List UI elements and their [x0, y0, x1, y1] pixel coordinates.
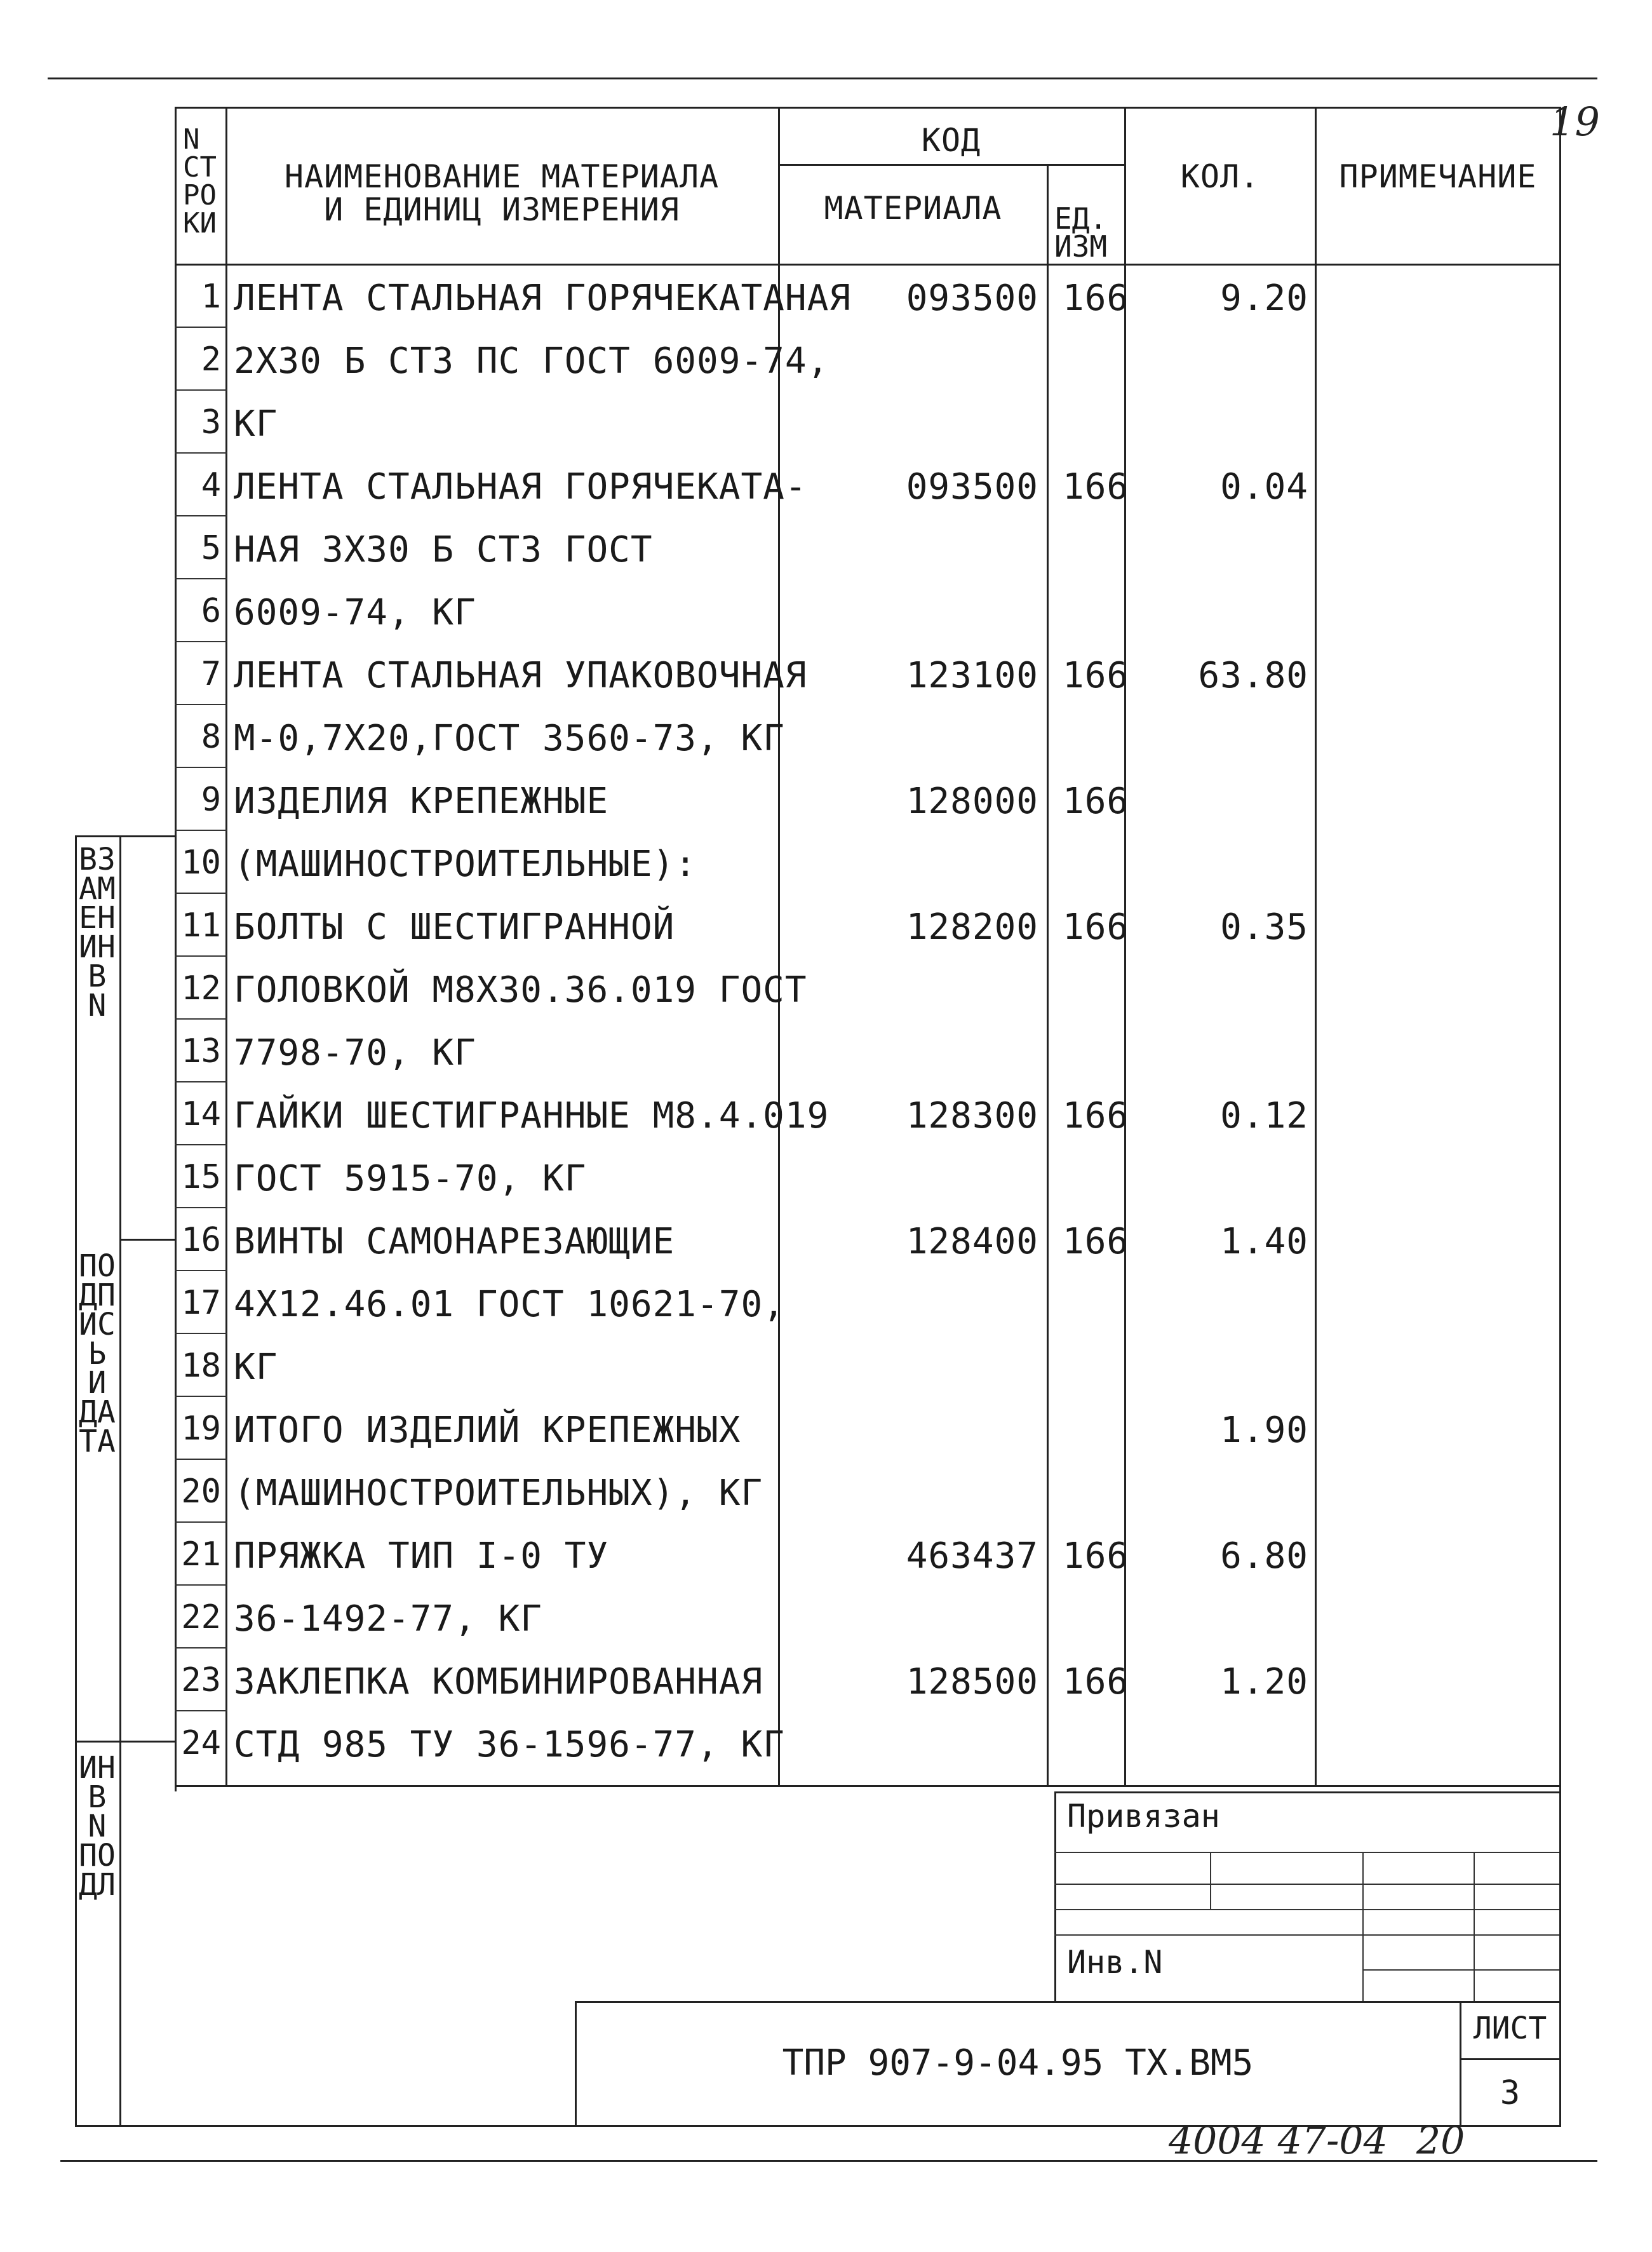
quantity: 1.90 [1220, 1410, 1308, 1451]
material-code: 128200 [906, 907, 1038, 948]
row-number: 11 [181, 907, 221, 945]
material-name: 2Х30 Б СТ3 ПС ГОСТ 6009-74, [234, 340, 829, 382]
stamp-inv-n: Инв.N [1067, 1944, 1163, 1981]
bottom-rule [60, 2160, 1597, 2162]
row-number: 4 [201, 466, 221, 504]
stamp-line-5 [1362, 1969, 1559, 1971]
material-code: 093500 [906, 466, 1038, 508]
row-number: 9 [201, 781, 221, 819]
row-separator [175, 452, 227, 454]
row-number: 8 [201, 718, 221, 756]
material-name: НАЯ 3Х30 Б СТ3 ГОСТ [234, 529, 653, 570]
table-bottom [175, 1785, 1561, 1787]
row-number: 19 [181, 1410, 221, 1448]
handwritten-number: 20 [1416, 2119, 1465, 2163]
row-separator [175, 1081, 227, 1082]
row-separator [175, 1207, 227, 1208]
unit-code: 166 [1063, 781, 1129, 822]
quantity: 9.20 [1220, 278, 1308, 319]
side-top [75, 835, 177, 837]
row-number: 20 [181, 1473, 221, 1511]
quantity: 0.12 [1220, 1095, 1308, 1136]
stamp-top [1054, 1791, 1559, 1793]
table-top [175, 107, 1561, 109]
row-separator [175, 1396, 227, 1397]
unit-code: 166 [1063, 907, 1129, 948]
row-separator [175, 1647, 227, 1649]
top-rule [48, 78, 1597, 79]
side-divider-2 [75, 1741, 177, 1743]
side-label-inv-podl: ИНВ N ПОДЛ [79, 1750, 116, 1903]
material-code: 128400 [906, 1221, 1038, 1262]
handwritten-page-number: 19 [1550, 98, 1600, 145]
material-name: КГ [234, 403, 278, 445]
stamp-doc-left [575, 2001, 577, 2125]
row-number: 7 [201, 655, 221, 693]
row-number: 6 [201, 592, 221, 630]
material-name: ЛЕНТА СТАЛЬНАЯ ГОРЯЧЕКАТАНАЯ [234, 278, 852, 319]
header-bottom [175, 264, 1561, 266]
border-right [1559, 107, 1561, 2127]
material-name: ГАЙКИ ШЕСТИГРАННЫЕ М8.4.019 [234, 1095, 829, 1136]
quantity: 63.80 [1198, 655, 1308, 696]
material-name: ЗАКЛЕПКА КОМБИНИРОВАННАЯ [234, 1661, 763, 1702]
row-number: 17 [181, 1284, 221, 1322]
material-code: 128000 [906, 781, 1038, 822]
row-number: 22 [181, 1598, 221, 1636]
quantity: 1.40 [1220, 1221, 1308, 1262]
divider-qty [1315, 107, 1317, 1787]
side-label-podpis: ПОДПИСЬ И ДАТА [79, 1248, 116, 1459]
row-separator [175, 1270, 227, 1271]
material-name: ГОЛОВКОЙ М8Х30.36.019 ГОСТ [234, 969, 807, 1011]
stamp-line-2 [1054, 1884, 1559, 1885]
stamp-left [1054, 1791, 1056, 2001]
material-code: 463437 [906, 1535, 1038, 1577]
quantity: 0.04 [1220, 466, 1308, 508]
unit-code: 166 [1063, 466, 1129, 508]
quantity: 0.35 [1220, 907, 1308, 948]
side-bottom [75, 2125, 177, 2127]
quantity: 1.20 [1220, 1661, 1308, 1702]
side-divider-1 [119, 1239, 177, 1241]
material-name: ПРЯЖКА ТИП I-0 ТУ [234, 1535, 609, 1577]
stamp-list-number: 3 [1500, 2074, 1521, 2112]
material-code: 123100 [906, 655, 1038, 696]
kod-divider [778, 164, 1124, 166]
material-name: ГОСТ 5915-70, КГ [234, 1158, 587, 1199]
row-number: 13 [181, 1032, 221, 1070]
unit-code: 166 [1063, 1221, 1129, 1262]
row-number: 21 [181, 1535, 221, 1574]
side-label-vzamen: ВЗАМЕН ИНВ N [79, 842, 116, 1023]
row-separator [175, 830, 227, 831]
material-name: 7798-70, КГ [234, 1032, 476, 1074]
handwritten-archive-code: 4004 47-04 [1169, 2119, 1388, 2163]
material-name: ВИНТЫ САМОНАРЕЗАЮЩИЕ [234, 1221, 675, 1262]
stamp-vline-2 [1362, 1852, 1364, 2001]
material-name: СТД 985 ТУ 36-1596-77, КГ [234, 1724, 785, 1765]
quantity: 6.80 [1220, 1535, 1308, 1577]
side-border-right [119, 835, 121, 2125]
stamp-line-3 [1054, 1909, 1559, 1910]
row-separator [175, 1144, 227, 1145]
material-name: БОЛТЫ С ШЕСТИГРАННОЙ [234, 907, 675, 948]
unit-code: 166 [1063, 1535, 1129, 1577]
stamp-vline-1 [1210, 1852, 1211, 1909]
unit-code: 166 [1063, 1661, 1129, 1702]
header-quantity: КОЛ. [1180, 158, 1260, 195]
row-separator [175, 389, 227, 391]
row-number: 10 [181, 844, 221, 882]
material-name: КГ [234, 1347, 278, 1388]
stamp-line-1 [1054, 1852, 1559, 1853]
row-separator [175, 515, 227, 516]
divider-code [1047, 164, 1049, 1787]
material-name: ИЗДЕЛИЯ КРЕПЕЖНЫЕ [234, 781, 609, 822]
row-separator [175, 578, 227, 579]
material-code: 128500 [906, 1661, 1038, 1702]
material-name: 4Х12.46.01 ГОСТ 10621-70, [234, 1284, 785, 1325]
header-name: НАИМЕНОВАНИЕ МАТЕРИАЛА И ЕДИНИЦ ИЗМЕРЕНИЯ [284, 158, 720, 228]
row-separator [175, 1459, 227, 1460]
row-number: 24 [181, 1724, 221, 1762]
stamp-line-4 [1054, 1934, 1559, 1936]
stamp-list-divider [1460, 2058, 1559, 2060]
material-code: 093500 [906, 278, 1038, 319]
row-separator [175, 955, 227, 957]
row-number: 18 [181, 1347, 221, 1385]
row-separator [175, 1710, 227, 1711]
row-number: 23 [181, 1661, 221, 1699]
row-separator [175, 641, 227, 642]
stamp-doc-top [575, 2001, 1559, 2003]
row-separator [175, 704, 227, 705]
row-separator [175, 327, 227, 328]
row-separator [175, 767, 227, 768]
header-material-code: МАТЕРИАЛА [824, 190, 1002, 227]
header-row-number: N СТ РО КИ [183, 123, 217, 239]
material-name: ЛЕНТА СТАЛЬНАЯ ГОРЯЧЕКАТА- [234, 466, 807, 508]
material-name: (МАШИНОСТРОИТЕЛЬНЫХ), КГ [234, 1473, 763, 1514]
side-border-left [75, 835, 77, 2125]
stamp-privyazan: Привязан [1067, 1798, 1220, 1835]
row-number: 5 [201, 529, 221, 567]
material-name: 6009-74, КГ [234, 592, 476, 633]
row-number: 15 [181, 1158, 221, 1196]
row-number: 12 [181, 969, 221, 1008]
header-kod: КОД [921, 122, 981, 159]
row-separator [175, 1584, 227, 1586]
row-number: 14 [181, 1095, 221, 1133]
row-number: 3 [201, 403, 221, 442]
material-name: 36-1492-77, КГ [234, 1598, 543, 1640]
row-separator [175, 1018, 227, 1020]
material-name: ИТОГО ИЗДЕЛИЙ КРЕПЕЖНЫХ [234, 1410, 741, 1451]
header-unit: ЕД. ИЗМ [1054, 201, 1108, 264]
stamp-doc-code: ТПР 907-9-04.95 ТХ.ВМ5 [782, 2042, 1254, 2084]
unit-code: 166 [1063, 655, 1129, 696]
unit-code: 166 [1063, 278, 1129, 319]
row-number: 1 [201, 278, 221, 316]
row-separator [175, 893, 227, 894]
stamp-list-label: ЛИСТ [1473, 2011, 1547, 2046]
divider-rownum [225, 107, 227, 1787]
material-name: (МАШИНОСТРОИТЕЛЬНЫЕ): [234, 844, 697, 885]
material-name: М-0,7Х20,ГОСТ 3560-73, КГ [234, 718, 785, 759]
material-name: ЛЕНТА СТАЛЬНАЯ УПАКОВОЧНАЯ [234, 655, 807, 696]
row-number: 16 [181, 1221, 221, 1259]
stamp-vline-3 [1474, 1852, 1475, 2001]
material-code: 128300 [906, 1095, 1038, 1136]
row-separator [175, 1521, 227, 1523]
row-number: 2 [201, 340, 221, 379]
row-separator [175, 1333, 227, 1334]
header-note: ПРИМЕЧАНИЕ [1339, 158, 1537, 195]
unit-code: 166 [1063, 1095, 1129, 1136]
